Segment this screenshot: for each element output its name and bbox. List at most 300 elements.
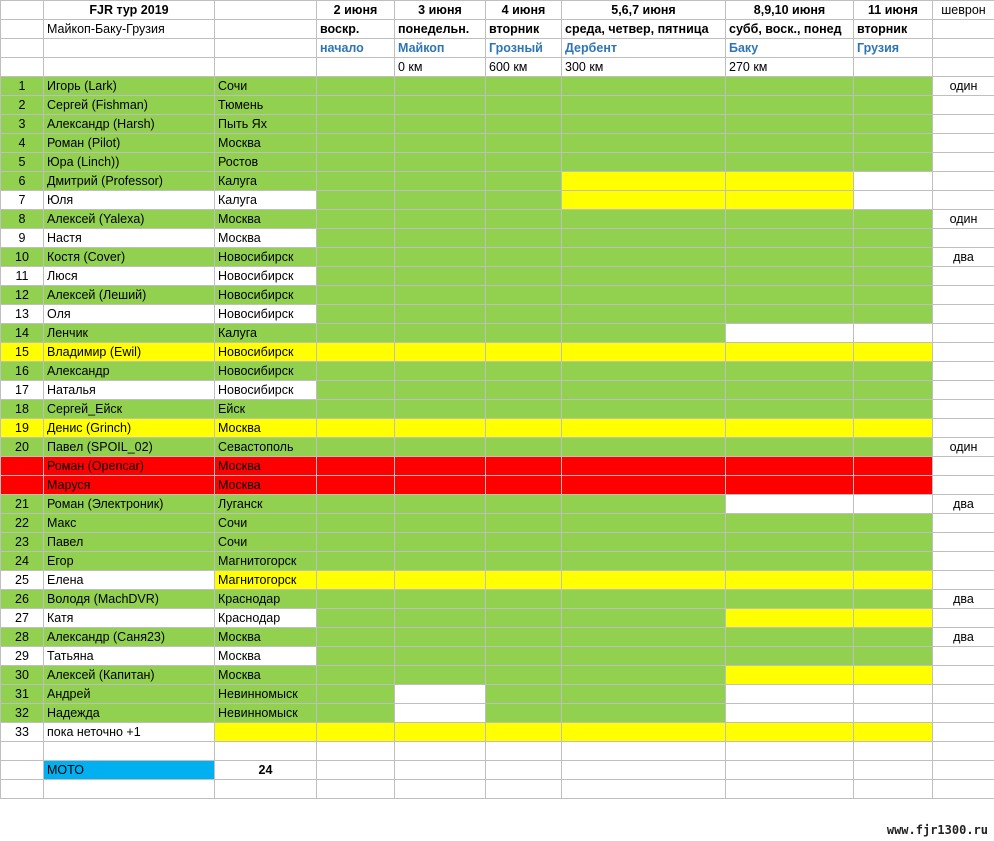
day-cell-4[interactable] [562, 134, 726, 153]
participant-city[interactable]: Калуга [215, 172, 317, 191]
cell-empty[interactable] [562, 761, 726, 780]
chevron-cell[interactable] [933, 476, 994, 495]
participant-name[interactable]: Надежда [44, 704, 215, 723]
day-cell-1[interactable] [317, 115, 395, 134]
day-cell-3[interactable] [486, 134, 562, 153]
day-cell-1[interactable] [317, 248, 395, 267]
participant-name[interactable]: Александр [44, 362, 215, 381]
participant-city[interactable]: Москва [215, 476, 317, 495]
participant-name[interactable]: Денис (Grinch) [44, 419, 215, 438]
row-number[interactable]: 32 [1, 704, 44, 723]
participant-city[interactable]: Невинномыск [215, 685, 317, 704]
day-cell-6[interactable] [854, 457, 933, 476]
day-cell-5[interactable] [726, 685, 854, 704]
cell-empty[interactable] [933, 780, 994, 799]
chevron-cell[interactable] [933, 305, 994, 324]
cell-empty[interactable] [215, 20, 317, 39]
day-cell-5[interactable] [726, 172, 854, 191]
row-number[interactable]: 10 [1, 248, 44, 267]
participant-name[interactable]: Роман (Opencar) [44, 457, 215, 476]
row-number[interactable]: 18 [1, 400, 44, 419]
day-cell-3[interactable] [486, 685, 562, 704]
day-cell-2[interactable] [395, 324, 486, 343]
day-cell-4[interactable] [562, 153, 726, 172]
cell-empty[interactable] [562, 780, 726, 799]
participant-city[interactable]: Москва [215, 134, 317, 153]
participant-city[interactable]: Луганск [215, 495, 317, 514]
participant-name[interactable]: Егор [44, 552, 215, 571]
day-cell-3[interactable] [486, 324, 562, 343]
cell-empty[interactable] [317, 742, 395, 761]
day-cell-5[interactable] [726, 666, 854, 685]
day-6[interactable]: вторник [854, 20, 933, 39]
day-cell-3[interactable] [486, 419, 562, 438]
participant-name[interactable]: Алексей (Леший) [44, 286, 215, 305]
participant-city[interactable]: Ростов [215, 153, 317, 172]
place-4[interactable]: Дербент [562, 39, 726, 58]
day-cell-6[interactable] [854, 115, 933, 134]
participant-name[interactable]: Юля [44, 191, 215, 210]
day-cell-5[interactable] [726, 590, 854, 609]
day-cell-5[interactable] [726, 324, 854, 343]
day-cell-3[interactable] [486, 647, 562, 666]
day-cell-6[interactable] [854, 229, 933, 248]
day-cell-1[interactable] [317, 438, 395, 457]
chevron-cell[interactable] [933, 533, 994, 552]
chevron-cell[interactable] [933, 457, 994, 476]
day-cell-3[interactable] [486, 96, 562, 115]
day-cell-2[interactable] [395, 609, 486, 628]
day-cell-1[interactable] [317, 362, 395, 381]
cell-empty[interactable] [395, 761, 486, 780]
row-number[interactable]: 23 [1, 533, 44, 552]
day-cell-1[interactable] [317, 343, 395, 362]
day-cell-2[interactable] [395, 438, 486, 457]
day-cell-2[interactable] [395, 153, 486, 172]
participant-name[interactable]: Люся [44, 267, 215, 286]
participant-name[interactable]: Костя (Cover) [44, 248, 215, 267]
day-cell-5[interactable] [726, 381, 854, 400]
row-number[interactable] [1, 457, 44, 476]
day-cell-3[interactable] [486, 381, 562, 400]
participant-city[interactable]: Москва [215, 628, 317, 647]
day-5[interactable]: субб, воск., понед [726, 20, 854, 39]
participant-name[interactable]: Юра (Linch)) [44, 153, 215, 172]
day-cell-6[interactable] [854, 495, 933, 514]
day-cell-1[interactable] [317, 495, 395, 514]
participant-name[interactable]: Сергей_Ейск [44, 400, 215, 419]
chevron-cell[interactable] [933, 324, 994, 343]
day-cell-2[interactable] [395, 628, 486, 647]
participant-city[interactable]: Калуга [215, 324, 317, 343]
row-number[interactable]: 11 [1, 267, 44, 286]
day-cell-6[interactable] [854, 400, 933, 419]
chevron-cell[interactable] [933, 153, 994, 172]
cell-empty[interactable] [1, 1, 44, 20]
day-cell-5[interactable] [726, 533, 854, 552]
day-cell-6[interactable] [854, 438, 933, 457]
cell-empty[interactable] [933, 742, 994, 761]
day-cell-2[interactable] [395, 552, 486, 571]
day-cell-6[interactable] [854, 571, 933, 590]
day-cell-3[interactable] [486, 77, 562, 96]
day-cell-6[interactable] [854, 647, 933, 666]
participant-name[interactable]: пока неточно +1 [44, 723, 215, 742]
row-number[interactable]: 19 [1, 419, 44, 438]
day-cell-4[interactable] [562, 343, 726, 362]
day-cell-2[interactable] [395, 400, 486, 419]
cell-empty[interactable] [933, 20, 994, 39]
day-cell-3[interactable] [486, 229, 562, 248]
row-number[interactable]: 7 [1, 191, 44, 210]
chevron-cell[interactable]: один [933, 77, 994, 96]
day-cell-3[interactable] [486, 267, 562, 286]
day-cell-3[interactable] [486, 590, 562, 609]
participant-city[interactable]: Новосибирск [215, 381, 317, 400]
participant-name[interactable]: Настя [44, 229, 215, 248]
day-cell-2[interactable] [395, 115, 486, 134]
day-cell-4[interactable] [562, 96, 726, 115]
day-cell-2[interactable] [395, 685, 486, 704]
day-cell-6[interactable] [854, 305, 933, 324]
day-cell-2[interactable] [395, 77, 486, 96]
day-cell-5[interactable] [726, 723, 854, 742]
cell-empty[interactable] [317, 761, 395, 780]
day-cell-3[interactable] [486, 305, 562, 324]
cell-empty[interactable] [933, 58, 994, 77]
day-4[interactable]: среда, четвер, пятница [562, 20, 726, 39]
day-1[interactable]: воскр. [317, 20, 395, 39]
day-cell-3[interactable] [486, 552, 562, 571]
participant-name[interactable]: Павел [44, 533, 215, 552]
day-cell-2[interactable] [395, 172, 486, 191]
day-cell-3[interactable] [486, 362, 562, 381]
day-cell-4[interactable] [562, 609, 726, 628]
chevron-cell[interactable] [933, 96, 994, 115]
cell-empty[interactable] [486, 742, 562, 761]
day-cell-3[interactable] [486, 514, 562, 533]
participant-name[interactable]: Алексей (Капитан) [44, 666, 215, 685]
chevron-cell[interactable] [933, 115, 994, 134]
day-cell-4[interactable] [562, 172, 726, 191]
day-cell-5[interactable] [726, 476, 854, 495]
distance-4[interactable]: 300 км [562, 58, 726, 77]
day-3[interactable]: вторник [486, 20, 562, 39]
chevron-cell[interactable] [933, 229, 994, 248]
day-cell-6[interactable] [854, 552, 933, 571]
row-number[interactable]: 28 [1, 628, 44, 647]
cell-empty[interactable] [1, 780, 44, 799]
day-cell-3[interactable] [486, 476, 562, 495]
day-cell-1[interactable] [317, 324, 395, 343]
row-number[interactable]: 14 [1, 324, 44, 343]
day-cell-6[interactable] [854, 419, 933, 438]
row-number[interactable]: 15 [1, 343, 44, 362]
participant-name[interactable]: Дмитрий (Professor) [44, 172, 215, 191]
day-cell-4[interactable] [562, 191, 726, 210]
row-number[interactable]: 5 [1, 153, 44, 172]
cell-empty[interactable] [215, 58, 317, 77]
distance-5[interactable]: 270 км [726, 58, 854, 77]
participant-city[interactable]: Новосибирск [215, 286, 317, 305]
cell-empty[interactable] [726, 742, 854, 761]
day-cell-1[interactable] [317, 571, 395, 590]
day-cell-2[interactable] [395, 305, 486, 324]
day-cell-4[interactable] [562, 666, 726, 685]
day-cell-5[interactable] [726, 305, 854, 324]
day-cell-2[interactable] [395, 666, 486, 685]
day-cell-3[interactable] [486, 628, 562, 647]
day-cell-1[interactable] [317, 210, 395, 229]
chevron-cell[interactable] [933, 267, 994, 286]
day-cell-6[interactable] [854, 267, 933, 286]
day-cell-6[interactable] [854, 476, 933, 495]
day-cell-6[interactable] [854, 96, 933, 115]
day-cell-4[interactable] [562, 324, 726, 343]
day-cell-4[interactable] [562, 533, 726, 552]
day-cell-6[interactable] [854, 514, 933, 533]
row-number[interactable]: 17 [1, 381, 44, 400]
participant-name[interactable]: Наталья [44, 381, 215, 400]
cell-empty[interactable] [562, 742, 726, 761]
day-cell-2[interactable] [395, 647, 486, 666]
day-cell-4[interactable] [562, 628, 726, 647]
cell-empty[interactable] [726, 780, 854, 799]
participant-city[interactable]: Магнитогорск [215, 552, 317, 571]
day-cell-6[interactable] [854, 685, 933, 704]
participant-city[interactable]: Ейск [215, 400, 317, 419]
place-1[interactable]: начало [317, 39, 395, 58]
chevron-cell[interactable] [933, 400, 994, 419]
chevron-cell[interactable] [933, 685, 994, 704]
day-cell-6[interactable] [854, 286, 933, 305]
chevron-cell[interactable] [933, 286, 994, 305]
day-cell-4[interactable] [562, 438, 726, 457]
participant-name[interactable]: Оля [44, 305, 215, 324]
day-cell-4[interactable] [562, 552, 726, 571]
day-cell-1[interactable] [317, 267, 395, 286]
day-cell-4[interactable] [562, 571, 726, 590]
participant-name[interactable]: Игорь (Lark) [44, 77, 215, 96]
participant-city[interactable]: Москва [215, 647, 317, 666]
day-cell-3[interactable] [486, 495, 562, 514]
day-cell-1[interactable] [317, 666, 395, 685]
chevron-cell[interactable]: два [933, 248, 994, 267]
cell-empty[interactable] [933, 39, 994, 58]
day-cell-4[interactable] [562, 286, 726, 305]
day-cell-6[interactable] [854, 362, 933, 381]
place-2[interactable]: Майкоп [395, 39, 486, 58]
day-cell-1[interactable] [317, 647, 395, 666]
day-cell-3[interactable] [486, 210, 562, 229]
day-cell-5[interactable] [726, 438, 854, 457]
day-cell-2[interactable] [395, 419, 486, 438]
day-cell-2[interactable] [395, 514, 486, 533]
day-cell-1[interactable] [317, 77, 395, 96]
date-1[interactable]: 2 июня [317, 1, 395, 20]
participant-city[interactable]: Магнитогорск [215, 571, 317, 590]
day-cell-4[interactable] [562, 685, 726, 704]
day-cell-6[interactable] [854, 704, 933, 723]
day-cell-2[interactable] [395, 191, 486, 210]
distance-6[interactable] [854, 58, 933, 77]
day-cell-2[interactable] [395, 267, 486, 286]
distance-3[interactable]: 600 км [486, 58, 562, 77]
moto-count[interactable]: 24 [215, 761, 317, 780]
day-cell-4[interactable] [562, 248, 726, 267]
chevron-cell[interactable]: два [933, 628, 994, 647]
date-3[interactable]: 4 июня [486, 1, 562, 20]
day-cell-1[interactable] [317, 590, 395, 609]
cell-empty[interactable] [215, 39, 317, 58]
day-cell-6[interactable] [854, 609, 933, 628]
day-cell-1[interactable] [317, 305, 395, 324]
day-cell-5[interactable] [726, 229, 854, 248]
day-cell-3[interactable] [486, 248, 562, 267]
cell-empty[interactable] [215, 1, 317, 20]
participant-city[interactable]: Сочи [215, 514, 317, 533]
participant-name[interactable]: Роман (Электроник) [44, 495, 215, 514]
day-cell-5[interactable] [726, 514, 854, 533]
day-cell-2[interactable] [395, 210, 486, 229]
chevron-cell[interactable]: два [933, 495, 994, 514]
day-cell-5[interactable] [726, 286, 854, 305]
day-cell-6[interactable] [854, 533, 933, 552]
place-5[interactable]: Баку [726, 39, 854, 58]
chevron-cell[interactable] [933, 514, 994, 533]
day-cell-4[interactable] [562, 723, 726, 742]
day-cell-1[interactable] [317, 172, 395, 191]
participant-name[interactable]: Ленчик [44, 324, 215, 343]
chevron-cell[interactable] [933, 609, 994, 628]
row-number[interactable]: 20 [1, 438, 44, 457]
day-cell-5[interactable] [726, 362, 854, 381]
participant-city[interactable]: Сочи [215, 77, 317, 96]
day-cell-2[interactable] [395, 96, 486, 115]
day-cell-4[interactable] [562, 400, 726, 419]
participant-city[interactable]: Пыть Ях [215, 115, 317, 134]
row-number[interactable]: 24 [1, 552, 44, 571]
participant-name[interactable]: Маруся [44, 476, 215, 495]
chevron-cell[interactable] [933, 362, 994, 381]
day-cell-5[interactable] [726, 96, 854, 115]
participant-name[interactable]: Владимир (Ewil) [44, 343, 215, 362]
row-number[interactable]: 22 [1, 514, 44, 533]
cell-empty[interactable] [44, 780, 215, 799]
row-number[interactable]: 8 [1, 210, 44, 229]
cell-empty[interactable] [854, 780, 933, 799]
row-number[interactable]: 31 [1, 685, 44, 704]
cell-empty[interactable] [215, 780, 317, 799]
day-cell-4[interactable] [562, 305, 726, 324]
day-cell-4[interactable] [562, 647, 726, 666]
row-number[interactable] [1, 476, 44, 495]
day-cell-1[interactable] [317, 723, 395, 742]
day-cell-5[interactable] [726, 210, 854, 229]
route-label[interactable]: Майкоп-Баку-Грузия [44, 20, 215, 39]
participant-city[interactable] [215, 723, 317, 742]
cell-empty[interactable] [44, 742, 215, 761]
day-cell-1[interactable] [317, 229, 395, 248]
day-cell-5[interactable] [726, 153, 854, 172]
day-cell-4[interactable] [562, 590, 726, 609]
day-cell-3[interactable] [486, 115, 562, 134]
participant-city[interactable]: Москва [215, 666, 317, 685]
day-cell-2[interactable] [395, 343, 486, 362]
chevron-cell[interactable] [933, 552, 994, 571]
participant-name[interactable]: Андрей [44, 685, 215, 704]
row-number[interactable]: 30 [1, 666, 44, 685]
row-number[interactable]: 9 [1, 229, 44, 248]
day-cell-5[interactable] [726, 400, 854, 419]
day-cell-3[interactable] [486, 343, 562, 362]
cell-empty[interactable] [215, 742, 317, 761]
participant-city[interactable]: Невинномыск [215, 704, 317, 723]
participant-city[interactable]: Краснодар [215, 590, 317, 609]
day-cell-6[interactable] [854, 628, 933, 647]
date-4[interactable]: 5,6,7 июня [562, 1, 726, 20]
day-cell-4[interactable] [562, 476, 726, 495]
day-cell-1[interactable] [317, 704, 395, 723]
day-cell-5[interactable] [726, 191, 854, 210]
day-cell-2[interactable] [395, 533, 486, 552]
day-2[interactable]: понедельн. [395, 20, 486, 39]
day-cell-3[interactable] [486, 400, 562, 419]
participant-name[interactable]: Алексей (Yalexa) [44, 210, 215, 229]
chevron-cell[interactable] [933, 571, 994, 590]
place-6[interactable]: Грузия [854, 39, 933, 58]
chevron-cell[interactable] [933, 172, 994, 191]
day-cell-6[interactable] [854, 210, 933, 229]
participant-name[interactable]: Елена [44, 571, 215, 590]
day-cell-6[interactable] [854, 248, 933, 267]
row-number[interactable]: 2 [1, 96, 44, 115]
day-cell-1[interactable] [317, 533, 395, 552]
day-cell-2[interactable] [395, 476, 486, 495]
day-cell-5[interactable] [726, 628, 854, 647]
day-cell-1[interactable] [317, 134, 395, 153]
participant-city[interactable]: Москва [215, 457, 317, 476]
participant-city[interactable]: Новосибирск [215, 343, 317, 362]
day-cell-5[interactable] [726, 495, 854, 514]
participant-city[interactable]: Новосибирск [215, 267, 317, 286]
day-cell-5[interactable] [726, 647, 854, 666]
participant-city[interactable]: Новосибирск [215, 248, 317, 267]
participant-name[interactable]: Роман (Pilot) [44, 134, 215, 153]
day-cell-3[interactable] [486, 666, 562, 685]
day-cell-1[interactable] [317, 419, 395, 438]
day-cell-6[interactable] [854, 324, 933, 343]
participant-city[interactable]: Сочи [215, 533, 317, 552]
row-number[interactable]: 21 [1, 495, 44, 514]
day-cell-3[interactable] [486, 153, 562, 172]
cell-empty[interactable] [1, 39, 44, 58]
day-cell-3[interactable] [486, 457, 562, 476]
participant-city[interactable]: Москва [215, 419, 317, 438]
day-cell-5[interactable] [726, 457, 854, 476]
cell-empty[interactable] [854, 761, 933, 780]
chevron-cell[interactable] [933, 704, 994, 723]
participant-city[interactable]: Севастополь [215, 438, 317, 457]
row-number[interactable]: 27 [1, 609, 44, 628]
day-cell-1[interactable] [317, 476, 395, 495]
cell-empty[interactable] [1, 58, 44, 77]
day-cell-6[interactable] [854, 191, 933, 210]
date-6[interactable]: 11 июня [854, 1, 933, 20]
day-cell-5[interactable] [726, 552, 854, 571]
distance-2[interactable]: 0 км [395, 58, 486, 77]
day-cell-4[interactable] [562, 419, 726, 438]
